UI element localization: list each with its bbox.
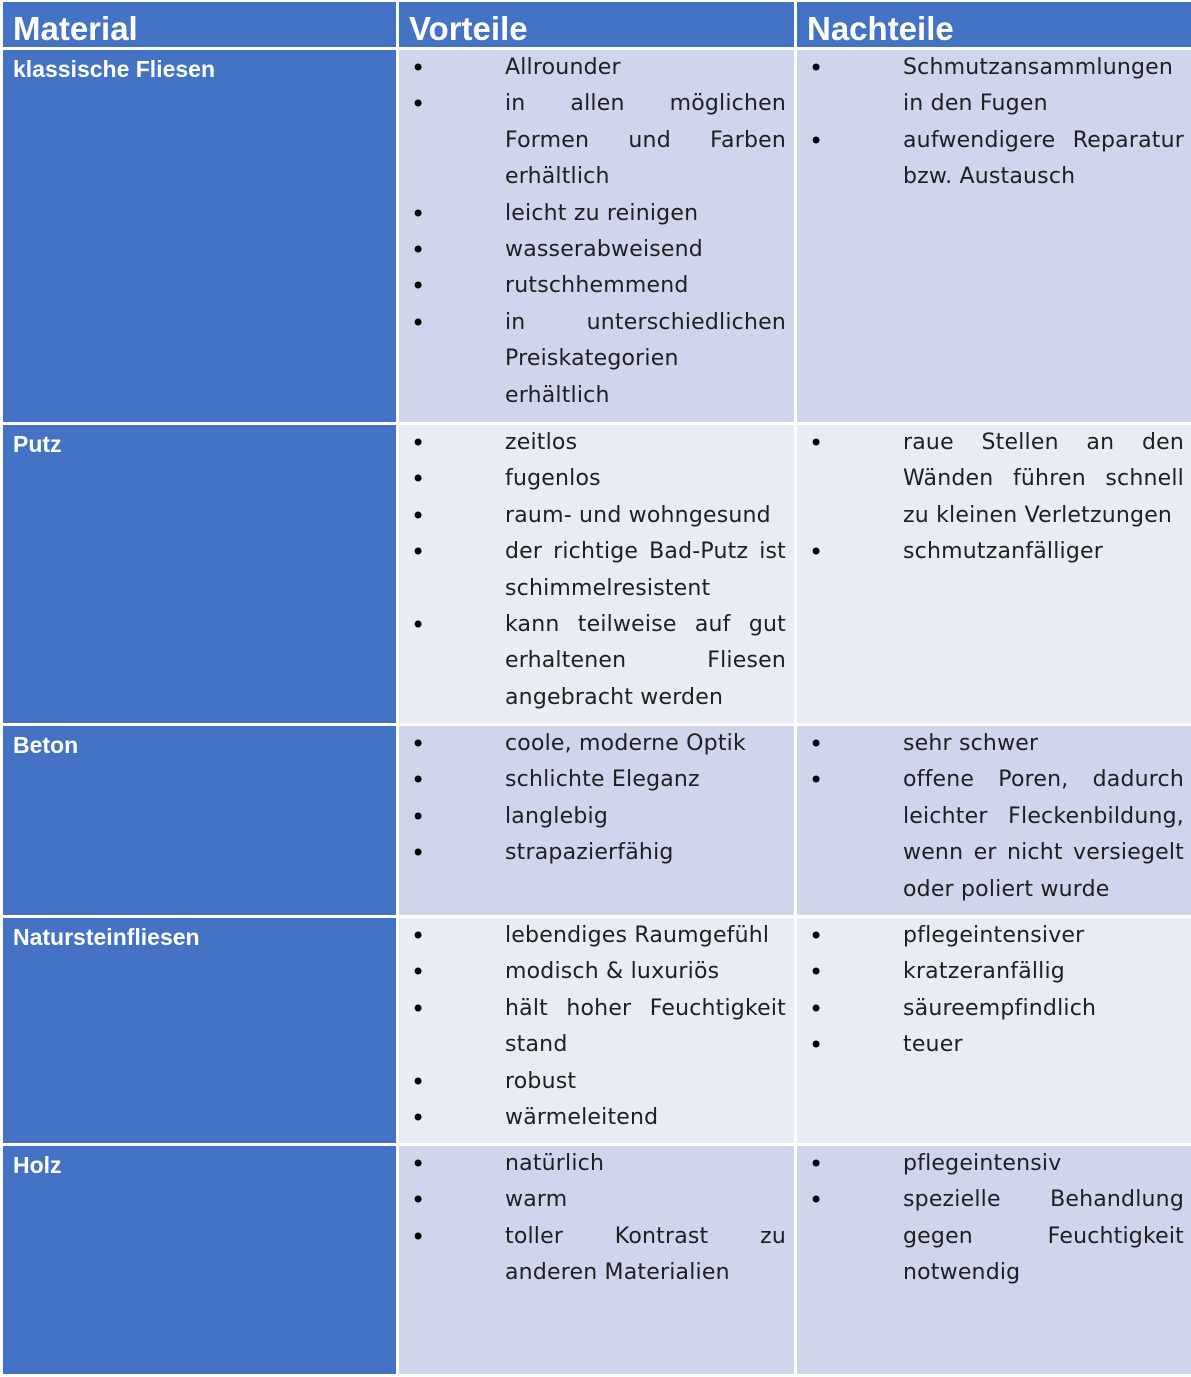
material-cell: Beton (3, 726, 396, 915)
nachteile-cell (797, 918, 1191, 1143)
list-item: • spezielle Behandlung gegen Feuchtigkeit notwendig (797, 1182, 1191, 1291)
material-cell: Putz (3, 425, 396, 723)
list-item: • leicht zu reinigen (399, 196, 794, 232)
list-item: • aufwendigere Reparatur bzw. Austausch (797, 123, 1191, 196)
nachteile-list (797, 726, 1191, 908)
list-item: • kann teilweise auf gut erhaltenen Fliesen angebracht werden (399, 607, 794, 716)
list-item: • strapazierfähig (399, 835, 794, 871)
vorteile-list (399, 1146, 794, 1292)
nachteile-cell (797, 1146, 1191, 1374)
list-item: • rutschhemmend (399, 268, 794, 304)
list-item: • offene Poren, dadurch leichter Fleckenbildung, wenn er nicht versiegelt oder poliert wurde (797, 762, 1191, 908)
list-item: • säureempfindlich (797, 991, 1191, 1027)
list-item: • teuer (797, 1027, 1191, 1063)
list-item: • Allrounder (399, 50, 794, 86)
list-item: • sehr schwer (797, 726, 1191, 762)
vorteile-list (399, 918, 794, 1136)
nachteile-list (797, 918, 1191, 1064)
list-item: • in unterschiedlichen Preiskategorien erhältlich (399, 305, 794, 414)
nachteile-list (797, 50, 1191, 196)
table-row (3, 1146, 1191, 1374)
nachteile-cell (797, 425, 1191, 723)
table-row (3, 50, 1191, 422)
list-item: • modisch & luxuriös (399, 954, 794, 990)
vorteile-cell (399, 50, 794, 422)
table-row (3, 918, 1191, 1143)
list-item: • langlebig (399, 799, 794, 835)
material-cell: Holz (3, 1146, 396, 1374)
vorteile-list (399, 425, 794, 716)
list-item: • raue Stellen an den Wänden führen schnell zu kleinen Verletzungen (797, 425, 1191, 534)
table-row (3, 425, 1191, 723)
list-item: • schlichte Eleganz (399, 762, 794, 798)
nachteile-cell (797, 726, 1191, 915)
nachteile-cell (797, 50, 1191, 422)
list-item: • zeitlos (399, 425, 794, 461)
nachteile-list (797, 425, 1191, 571)
list-item: • hält hoher Feuchtigkeit stand (399, 991, 794, 1064)
header-nachteile: Nachteile (797, 2, 1191, 47)
vorteile-cell (399, 726, 794, 915)
list-item: • warm (399, 1182, 794, 1218)
list-item: • coole, moderne Optik (399, 726, 794, 762)
list-item: • wärmeleitend (399, 1100, 794, 1136)
list-item: • kratzeranfällig (797, 954, 1191, 990)
vorteile-list (399, 50, 794, 414)
list-item: • Schmutzansammlungen in den Fugen (797, 50, 1191, 123)
nachteile-list (797, 1146, 1191, 1292)
list-item: • wasserabweisend (399, 232, 794, 268)
list-item: • in allen möglichen Formen und Farben erhältlich (399, 86, 794, 195)
material-cell: Natursteinfliesen (3, 918, 396, 1143)
vorteile-cell (399, 425, 794, 723)
vorteile-list (399, 726, 794, 872)
list-item: • pflegeintensiver (797, 918, 1191, 954)
list-item: • fugenlos (399, 461, 794, 497)
list-item: • pflegeintensiv (797, 1146, 1191, 1182)
header-row (3, 2, 1191, 47)
table-row (3, 726, 1191, 915)
list-item: • natürlich (399, 1146, 794, 1182)
material-cell: klassische Fliesen (3, 50, 396, 422)
list-item: • robust (399, 1064, 794, 1100)
header-vorteile: Vorteile (399, 2, 794, 47)
list-item: • lebendiges Raumgefühl (399, 918, 794, 954)
vorteile-cell (399, 918, 794, 1143)
list-item: • schmutzanfälliger (797, 534, 1191, 570)
list-item: • raum- und wohngesund (399, 498, 794, 534)
list-item: • der richtige Bad-Putz ist schimmelresistent (399, 534, 794, 607)
vorteile-cell (399, 1146, 794, 1374)
list-item: • toller Kontrast zu anderen Materialien (399, 1219, 794, 1292)
header-material: Material (3, 2, 396, 47)
